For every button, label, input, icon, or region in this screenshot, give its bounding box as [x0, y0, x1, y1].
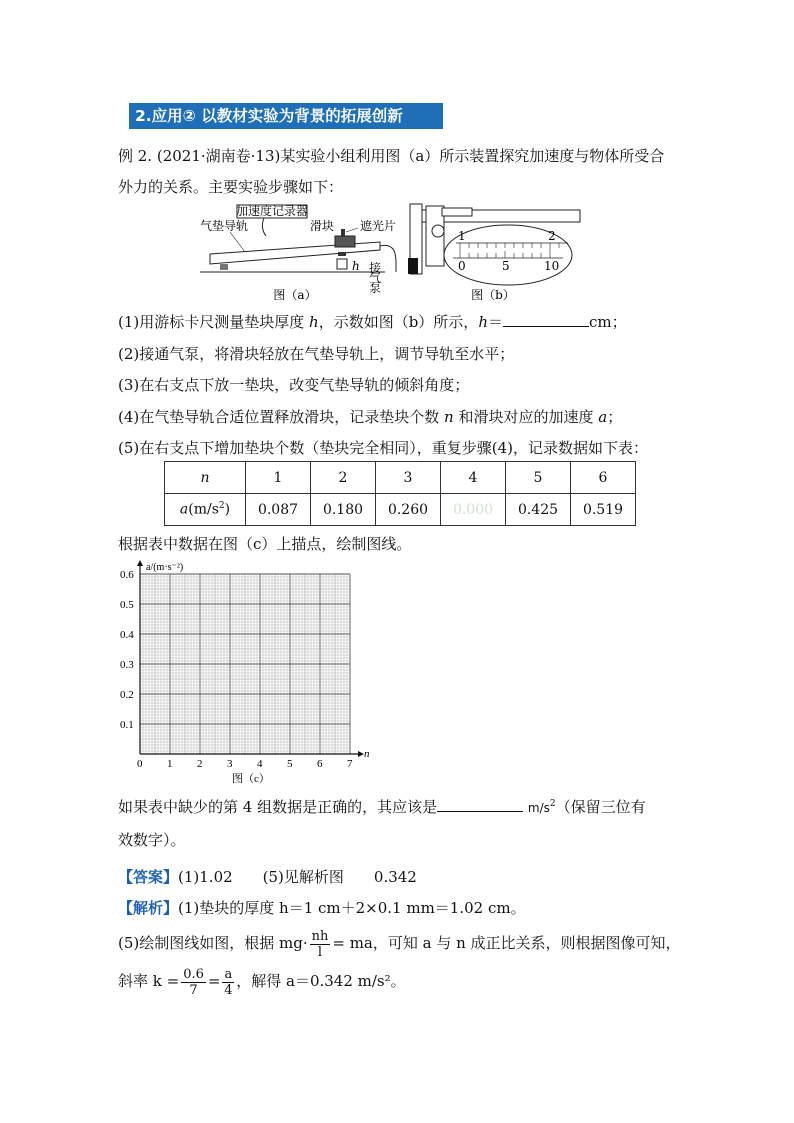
x-tick-label: 6: [317, 758, 323, 770]
x-tick-label: 2: [197, 758, 203, 770]
graph-paper-chart: [115, 556, 370, 786]
pump-label-2: 气: [369, 271, 382, 285]
vernier-tick-10: 10: [544, 259, 560, 273]
vernier-tick-5: 5: [502, 259, 510, 273]
fraction-slope: $\frac{0.6}{7}$: [183, 966, 204, 998]
slider-label: 滑块: [310, 219, 335, 233]
fraction-nh-l: $\frac{nh}{l}$: [311, 928, 329, 960]
y-tick-label: 0.3: [120, 659, 134, 671]
y-tick-label: 0.5: [120, 599, 134, 611]
step-1: (1)用游标卡尺测量垫块厚度 h，示数如图（b）所示，h＝ cm；: [118, 313, 627, 331]
n-cell: 5: [506, 462, 571, 494]
y-tick-label: 0.6: [120, 569, 134, 581]
main-tick-2: 2: [548, 229, 556, 243]
figure-b: [398, 200, 584, 304]
pump-label-3: 泵: [369, 281, 382, 295]
question-line-2: 效数字）。: [118, 831, 186, 849]
analysis-line-1: 【解析】(1)垫块的厚度 h＝1 cm＋2×0.1 mm＝1.02 cm。: [118, 899, 526, 917]
a-cell: 0.425: [506, 494, 571, 526]
y-axis-arrow: [137, 560, 143, 566]
example-line-1: 例 2. (2021·湖南卷·13)某实验小组利用图（a）所示装置探究加速度与物体所受合: [118, 147, 665, 165]
n-cell: 2: [311, 462, 376, 494]
figure-c-caption: 图（c）: [232, 773, 270, 785]
main-tick-1: 1: [458, 229, 466, 243]
x-tick-label: 7: [347, 758, 353, 770]
n-cell: 1: [246, 462, 311, 494]
x-tick-label: 5: [287, 758, 293, 770]
table-row-a: [165, 494, 636, 526]
step-4: (4)在气垫导轨合适位置释放滑块，记录垫块个数 n 和滑块对应的加速度 a；: [118, 408, 623, 426]
example-line-2: 外力的关系。主要实验步骤如下：: [118, 178, 344, 196]
y-axis-label: a/(m·s⁻²): [146, 562, 184, 573]
y-tick-label: 0.2: [120, 689, 134, 701]
a-cell: 0.087: [246, 494, 311, 526]
x-tick-label: 4: [257, 758, 263, 770]
y-tick-label: 0.4: [120, 629, 134, 641]
x-tick-label: 0: [137, 758, 143, 770]
a-cell-missing: 0.000: [441, 494, 506, 526]
table-row-n: [165, 462, 636, 494]
a-cell: 0.180: [311, 494, 376, 526]
question-line-1: 如果表中缺少的第 4 组数据是正确的，其应该是 $m/s^2$（保留三位有: [118, 798, 646, 816]
analysis-line-2: (5)绘制图线如图，根据 mg· $\frac{nh}{l}$ = ma，可知 a 与 n 成正比关系，则根据图像可知，: [118, 928, 681, 960]
n-cell: 3: [376, 462, 441, 494]
figure-a: [200, 202, 410, 302]
answer-blank-a4[interactable]: [437, 797, 523, 812]
analysis-line-3: 斜率 k = $\frac{0.6}{7}$ = $\frac{a}{4}$ ，解得 a＝0.342 m/s²。: [118, 966, 406, 998]
n-cell: 4: [441, 462, 506, 494]
a-cell: 0.519: [571, 494, 636, 526]
y-tick-label: 0.1: [120, 719, 134, 731]
vernier-tick-0: 0: [458, 259, 466, 273]
h-label: h: [352, 259, 360, 273]
fraction-a-4: $\frac{a}{4}$: [224, 966, 233, 998]
a-cell: 0.260: [376, 494, 441, 526]
shade-label: 遮光片: [360, 219, 397, 233]
step-5: (5)在右支点下增加垫块个数（垫块完全相同），重复步骤(4)，记录数据如下表：: [118, 439, 648, 457]
x-axis-label: n: [364, 748, 370, 760]
answer-line: 【答案】(1)1.02 (5)见解析图 0.342: [118, 868, 417, 886]
section-title: 2.应用② 以教材实验为背景的拓展创新: [129, 103, 443, 129]
n-cell: 6: [571, 462, 636, 494]
step-3: (3)在右支点下放一垫块，改变气垫导轨的倾斜角度；: [118, 376, 470, 394]
track-label: 气垫导轨: [200, 219, 249, 233]
step-2: (2)接通气泵，将滑块轻放在气垫导轨上，调节导轨至水平；: [118, 345, 515, 363]
answer-tag: 【答案】: [118, 868, 179, 886]
figure-a-caption: 图（a）: [273, 288, 317, 302]
figure-b-caption: 图（b）: [471, 288, 515, 302]
x-tick-label: 1: [167, 758, 173, 770]
analysis-tag: 【解析】: [118, 899, 179, 917]
data-table: [164, 461, 636, 526]
answer-blank-h[interactable]: [503, 312, 589, 327]
x-tick-label: 3: [227, 758, 233, 770]
header-a: $a(m/s^2)$: [165, 494, 246, 526]
header-n: n: [200, 469, 210, 486]
plot-instruction: 根据表中数据在图（c）上描点，绘制图线。: [118, 535, 412, 553]
pump-label-1: 接: [369, 261, 382, 275]
recorder-label: 加速度记录器: [235, 204, 309, 218]
